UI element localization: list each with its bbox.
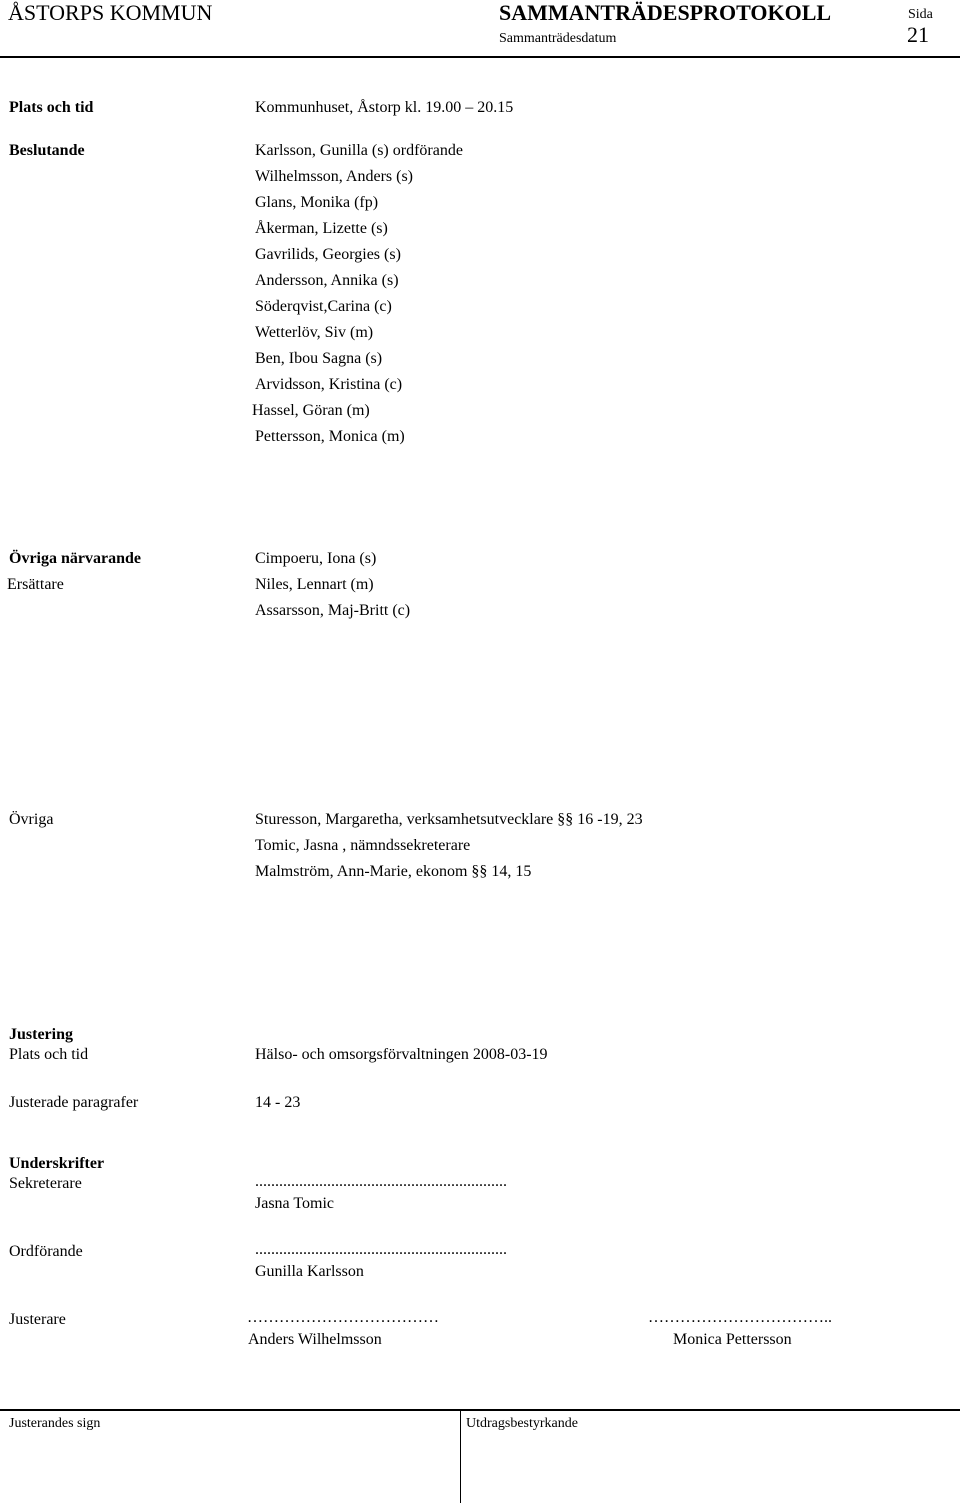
others-list — [255, 807, 643, 885]
member-item: Ben, Ibou Sagna (s) — [255, 350, 383, 367]
member-item: Arvidsson, Kristina (c) — [255, 376, 403, 393]
secretary-label: Sekreterare — [9, 1175, 82, 1192]
meeting-date-label: Sammanträdesdatum — [499, 31, 617, 46]
substitute-item: Niles, Lennart (m) — [255, 576, 374, 593]
member-item: Wetterlöv, Siv (m) — [255, 324, 374, 341]
adjusters-label: Justerare — [9, 1311, 66, 1328]
substitute-item: Assarsson, Maj-Britt (c) — [255, 602, 411, 619]
place-time-label: Plats och tid — [9, 99, 94, 116]
adjustment-place-label: Plats och tid — [9, 1046, 89, 1063]
member-item: Karlsson, Gunilla (s) ordförande — [255, 142, 463, 159]
others-label: Övriga — [9, 811, 54, 828]
adjuster2-name: Monica Pettersson — [673, 1331, 792, 1348]
member-item: Åkerman, Lizette (s) — [255, 220, 388, 237]
adjustment-place-value: Hälso- och omsorgsförvaltningen 2008-03-19 — [255, 1046, 548, 1063]
member-item: Wilhelmsson, Anders (s) — [255, 168, 414, 185]
member-item: Söderqvist,Carina (c) — [255, 298, 392, 315]
member-item: Andersson, Annika (s) — [255, 272, 399, 289]
substitutes-label: Ersättare — [7, 576, 64, 593]
member-item: Hassel, Göran (m) — [252, 402, 370, 419]
page-label: Sida — [908, 7, 933, 22]
other-item: Tomic, Jasna , nämndssekreterare — [255, 837, 471, 854]
document-title: SAMMANTRÄDESPROTOKOLL — [499, 0, 832, 25]
page-number: 21 — [907, 22, 929, 47]
signatures-heading: Underskrifter — [9, 1155, 105, 1172]
secretary-name: Jasna Tomic — [255, 1195, 335, 1212]
decision-makers-label: Beslutande — [9, 142, 85, 159]
substitutes-list — [255, 546, 410, 624]
adjusters-sign-label: Justerandes sign — [9, 1416, 101, 1431]
other-item: Sturesson, Margaretha, verksamhetsutvecklare §§ 16 -19, 23 — [255, 811, 643, 828]
other-present-label: Övriga närvarande — [9, 550, 141, 567]
adjusted-paragraphs-label: Justerade paragrafer — [9, 1094, 139, 1111]
footer-divider — [460, 1409, 461, 1503]
member-item: Pettersson, Monica (m) — [255, 428, 405, 445]
other-item: Malmström, Ann-Marie, ekonom §§ 14, 15 — [255, 863, 532, 880]
chair-label: Ordförande — [9, 1243, 83, 1260]
adjuster1-name: Anders Wilhelmsson — [248, 1331, 382, 1348]
adjusted-paragraphs-value: 14 - 23 — [255, 1094, 301, 1111]
chair-name: Gunilla Karlsson — [255, 1263, 364, 1280]
adjustment-heading: Justering — [9, 1026, 73, 1043]
municipality-name: ÅSTORPS KOMMUN — [8, 0, 213, 25]
adjuster1-signature-line: ……………………………… — [247, 1309, 439, 1326]
decision-makers-list — [252, 138, 463, 450]
place-time-value: Kommunhuset, Åstorp kl. 19.00 – 20.15 — [255, 99, 514, 116]
substitute-item: Cimpoeru, Iona (s) — [255, 550, 377, 567]
header-divider — [0, 56, 960, 58]
adjuster2-signature-line: …………………………….. — [648, 1309, 832, 1326]
secretary-signature-line: ............................................................... — [255, 1173, 507, 1190]
chair-signature-line: ............................................................... — [255, 1241, 507, 1258]
member-item: Gavrilids, Georgies (s) — [255, 246, 401, 263]
member-item: Glans, Monika (fp) — [255, 194, 379, 211]
extract-certification-label: Utdragsbestyrkande — [466, 1416, 578, 1431]
